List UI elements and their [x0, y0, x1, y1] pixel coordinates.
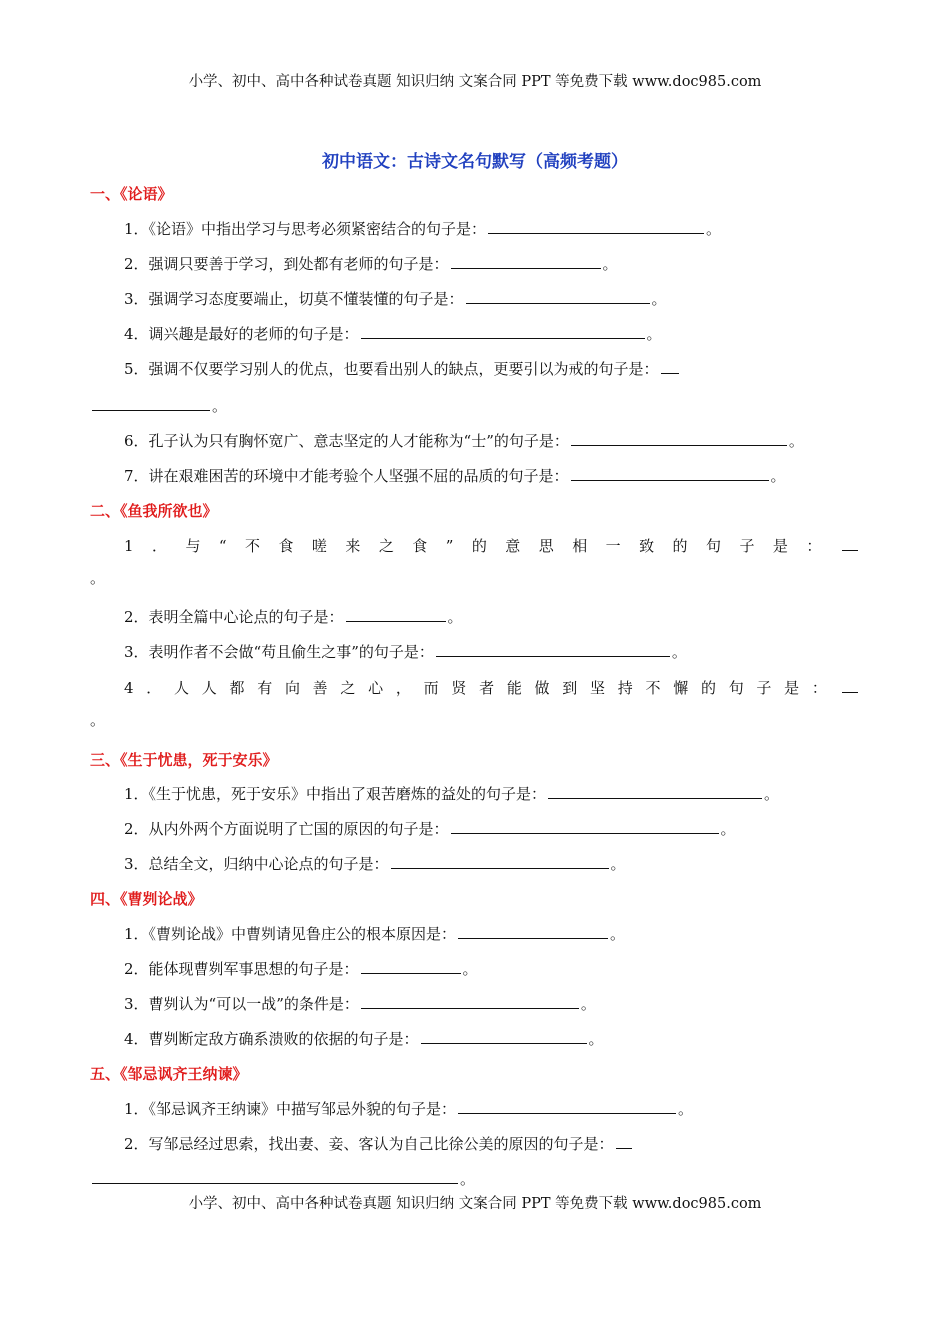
- question-4-4: 4．曹刿断定敌方确系溃败的依据的句子是： 。: [124, 1030, 604, 1048]
- question-5-2: 2．写邹忌经过思索，找出妻、妾、客认为自己比徐公美的原因的句子是：: [124, 1133, 634, 1152]
- question-5-2-continuation: 。: [90, 1168, 475, 1187]
- question-1-3: 3．强调学习态度要端止，切莫不懂装懂的句子是： 。: [124, 290, 667, 308]
- answer-blank[interactable]: [548, 783, 762, 799]
- question-2-1: 1 ． 与 “ 不 食 嗟 来 之 食 ” 的 意 思 相 一 致 的 句 子 是 ：: [124, 535, 860, 554]
- question-3-3: 3．总结全文，归纳中心论点的句子是： 。: [124, 855, 626, 873]
- answer-blank[interactable]: [488, 218, 704, 234]
- answer-blank[interactable]: [436, 641, 670, 657]
- answer-blank[interactable]: [458, 923, 608, 939]
- answer-blank[interactable]: [92, 1168, 458, 1184]
- section-heading-zoujifengqiwang: 五、《邹忌讽齐王纳谏》: [90, 1065, 248, 1083]
- section-heading-lunyu: 一、《论语》: [90, 185, 173, 203]
- answer-blank[interactable]: [451, 818, 719, 834]
- section-heading-yuwo: 二、《鱼我所欲也》: [90, 502, 218, 520]
- answer-blank[interactable]: [451, 253, 601, 269]
- question-4-2: 2．能体现曹刿军事思想的句子是： 。: [124, 960, 478, 978]
- answer-blank[interactable]: [458, 1098, 676, 1114]
- answer-blank[interactable]: [842, 535, 858, 551]
- question-3-1: 1．《生于忧患，死于安乐》中指出了艰苦磨炼的益处的句子是： 。: [124, 785, 780, 803]
- answer-blank[interactable]: [361, 958, 461, 974]
- question-5-1: 1．《邹忌讽齐王纳谏》中描写邹忌外貌的句子是： 。: [124, 1100, 694, 1118]
- question-2-1-continuation: 。: [90, 569, 106, 587]
- answer-blank[interactable]: [661, 358, 679, 374]
- document-title: 初中语文：古诗文名句默写（高频考题）: [322, 152, 628, 172]
- question-1-5-continuation: 。: [90, 395, 227, 414]
- question-1-2: 2．强调只要善于学习，到处都有老师的句子是： 。: [124, 255, 618, 273]
- section-heading-caoguilunzhan: 四、《曹刿论战》: [90, 890, 203, 908]
- question-1-7: 7．讲在艰难困苦的环境中才能考验个人坚强不屈的品质的句子是： 。: [124, 467, 786, 485]
- question-1-6: 6．孔子认为只有胸怀宽广、意志坚定的人才能称为“士”的句子是： 。: [124, 432, 804, 450]
- answer-blank[interactable]: [92, 395, 210, 411]
- question-4-3: 3．曹刿认为“可以一战”的条件是： 。: [124, 995, 596, 1013]
- page-footer: 小学、初中、高中各种试卷真题 知识归纳 文案合同 PPT 等免费下载 www.doc985.com: [188, 1196, 762, 1212]
- question-2-4: 4 ． 人 人 都 有 向 善 之 心 ， 而 贤 者 能 做 到 坚 持 不 懈 的 句 子 是 ：: [124, 677, 860, 696]
- page-header: 小学、初中、高中各种试卷真题 知识归纳 文案合同 PPT 等免费下载 www.doc985.com: [188, 74, 762, 90]
- answer-blank[interactable]: [391, 853, 609, 869]
- section-heading-shengyuyouhuan: 三、《生于忧患，死于安乐》: [90, 751, 278, 769]
- answer-blank[interactable]: [421, 1028, 587, 1044]
- answer-blank[interactable]: [466, 288, 650, 304]
- question-2-2: 2．表明全篇中心论点的句子是： 。: [124, 608, 463, 626]
- answer-blank[interactable]: [842, 677, 858, 693]
- answer-blank[interactable]: [571, 430, 787, 446]
- answer-blank[interactable]: [361, 323, 645, 339]
- question-1-1: 1．《论语》中指出学习与思考必须紧密结合的句子是： 。: [124, 220, 722, 238]
- answer-blank[interactable]: [361, 993, 579, 1009]
- answer-blank[interactable]: [346, 606, 446, 622]
- answer-blank[interactable]: [571, 465, 769, 481]
- question-1-5: 5．强调不仅要学习别人的优点，也要看出别人的缺点，更要引以为戒的句子是：: [124, 358, 681, 377]
- answer-blank[interactable]: [616, 1133, 632, 1149]
- question-1-4: 4．调兴趣是最好的老师的句子是： 。: [124, 325, 662, 343]
- question-2-4-continuation: 。: [90, 711, 106, 729]
- question-4-1: 1．《曹刿论战》中曹刿请见鲁庄公的根本原因是： 。: [124, 925, 626, 943]
- question-3-2: 2．从内外两个方面说明了亡国的原因的句子是： 。: [124, 820, 736, 838]
- question-2-3: 3．表明作者不会做“苟且偷生之事”的句子是： 。: [124, 643, 687, 661]
